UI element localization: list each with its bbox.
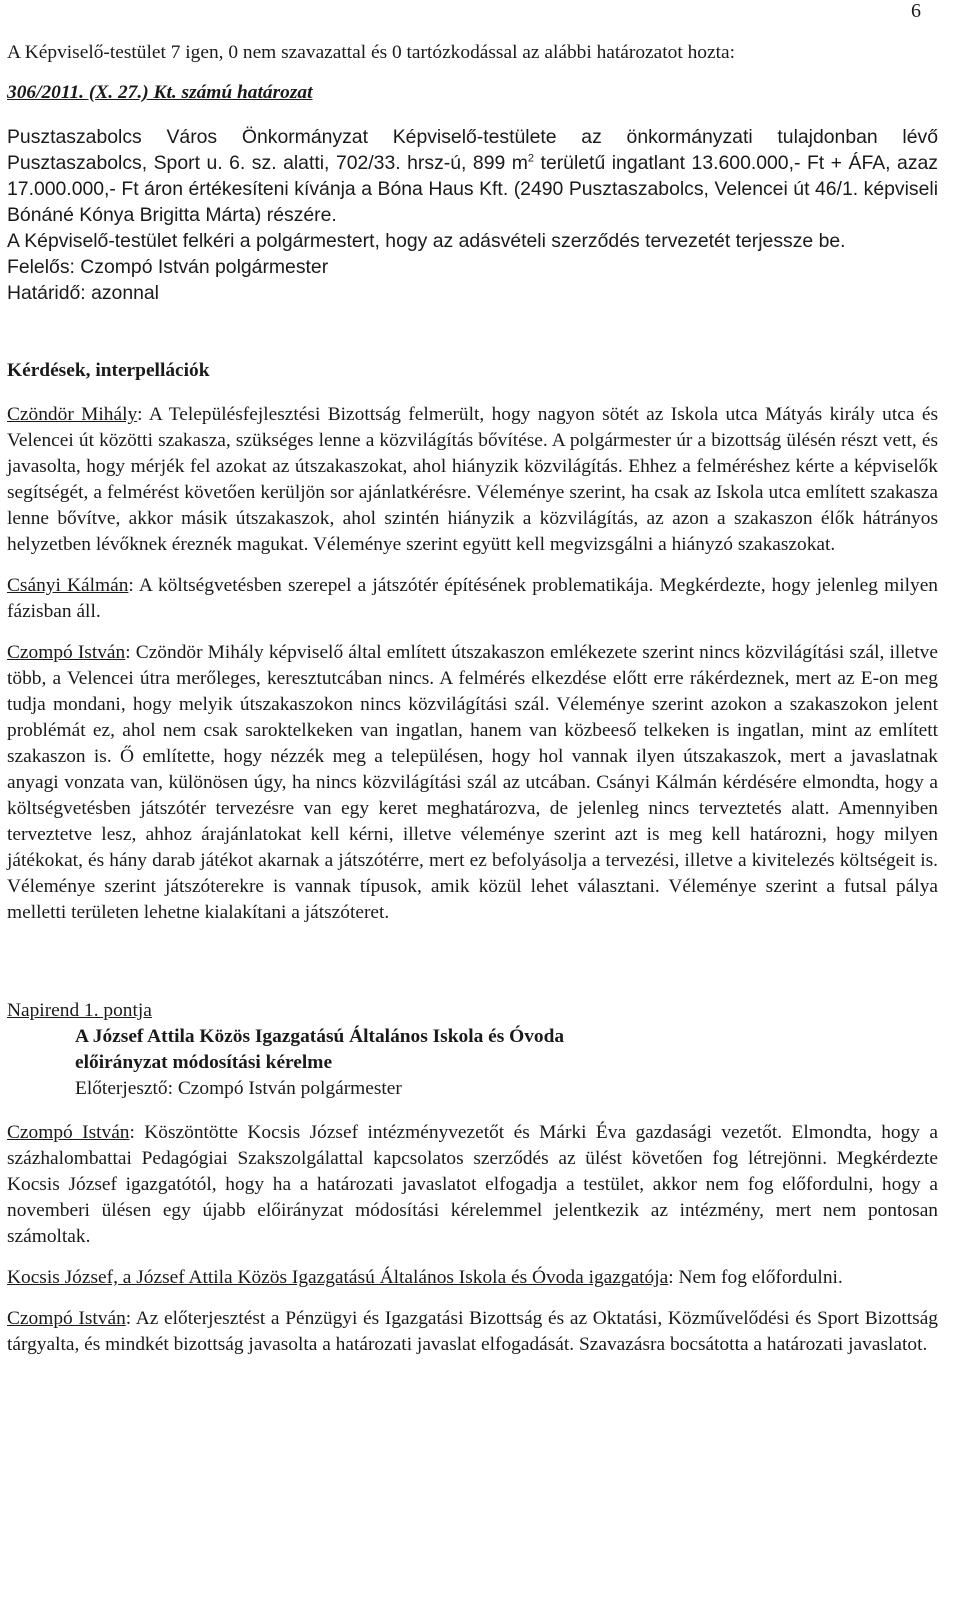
document-body <box>7 40 938 1358</box>
vote-intro: A Képviselő-testület 7 igen, 0 nem szavazattal és 0 tartózkodással az alábbi határozatot hozta: <box>7 42 735 63</box>
speaker-name: Csányi Kálmán <box>7 575 129 596</box>
agenda-title-block <box>7 1024 938 1102</box>
agenda-item: Kocsis József, a József Attila Közös Igazgatású Általános Iskola és Óvoda igazgatója: Nem fog előfordulni. <box>7 1267 843 1288</box>
resolution-responsible: Felelős: Czompó István polgármester <box>7 256 329 278</box>
speaker-name: Czompó István <box>7 1308 126 1329</box>
resolution-text-1: Pusztaszabolcs Város Önkormányzat Képviselő-testülete az önkormányzati tulajdonban lévő Pusztaszabolcs, Sport u. 6. sz. alatti, 702/33. hrsz-ú, 899 m <box>7 126 938 174</box>
speaker-name: Czompó István <box>7 1122 130 1143</box>
questions-heading: Kérdések, interpellációk <box>7 360 210 381</box>
agenda-presenter: Előterjesztő: Czompó István polgármester <box>75 1078 402 1099</box>
agenda-label: Napirend 1. pontja <box>7 1000 152 1021</box>
agenda-title-2: előirányzat módosítási kérelme <box>75 1052 333 1073</box>
question-item: Czöndör Mihály: A Településfejlesztési Bizottság felmerült, hogy nagyon sötét az Iskola utca Mátyás király utca és Velencei út közötti szakasza, szükséges lenne a közvilágítás bővítése. A polgármester úr a bizottság ülésén részt vett, és javasolta, hogy mérjék fel azokat az útszakaszokat, ahol hiányzik közvilágítás. Ehhez a felméréshez kérte a képviselők segítségét, a felmérést követően kerüljön sor ajánlatkérésre. Véleménye szerint, ha csak az Iskola utca említett szakasza lenne bővítve, akkor másik útszakaszok, ahol szintén hiányzik a közvilágítás, az azon a szakaszon élők hátrányos helyzetben lévőknek éreznék magukat. Véleménye szerint együtt kell megvizsgálni a hiányzó szakaszokat. <box>7 404 938 555</box>
speaker-text: A Településfejlesztési Bizottság felmerült, hogy nagyon sötét az Iskola utca Mátyás király utca és Velencei út közötti szakasza, szükséges lenne a közvilágítás bővítése. A polgármester úr a bizottság ülésén részt vett, és javasolta, hogy mérjék fel azokat az útszakaszokat, ahol hiányzik közvilágítás. Ehhez a felméréshez kérte a képviselők segítségét, a felmérést követően kerüljön sor ajánlatkérésre. Véleménye szerint, ha csak az Iskola utca említett szakasza lenne bővítve, akkor másik útszakaszok, ahol szintén hiányzik a közvilágítás, az azon a szakaszon élők hátrányos helyzetben lévőknek éreznék magukat. Véleménye szerint együtt kell megvizsgálni a hiányzó szakaszokat. <box>7 404 938 555</box>
agenda-item: Czompó István: Köszöntötte Kocsis József intézményvezetőt és Márki Éva gazdasági vezetőt. Elmondta, hogy a százhalombattai Pedagógiai Szakszolgálattal kapcsolatos szerződés az ülést követően fog létrejönni. Megkérdezte Kocsis József igazgatótól, hogy ha a határozati javaslatot elfogadja a testület, akkor nem fog előfordulni, hogy a novemberi ülésen egy újabb előirányzat módosítási kérelemmel jelentkezik az intézmény, mert nem pontosan számoltak. <box>7 1122 938 1247</box>
resolution-text <box>7 124 938 228</box>
resolution-deadline: Határidő: azonnal <box>7 282 159 304</box>
agenda-title-1: A József Attila Közös Igazgatású Általános Iskola és Óvoda <box>75 1026 565 1047</box>
superscript: 2 <box>527 152 535 165</box>
speaker-name: Czöndör Mihály <box>7 404 138 425</box>
speaker-text: A költségvetésben szerepel a játszótér építésének problematikája. Megkérdezte, hogy jelenleg milyen fázisban áll. <box>7 575 938 622</box>
speaker-name: Kocsis József, a József Attila Közös Igazgatású Általános Iskola és Óvoda igazgatója <box>7 1267 669 1288</box>
resolution-title: 306/2011. (X. 27.) Kt. számú határozat <box>7 82 313 103</box>
speaker-text: Köszöntötte Kocsis József intézményvezetőt és Márki Éva gazdasági vezetőt. Elmondta, hogy a százhalombattai Pedagógiai Szakszolgálattal kapcsolatos szerződés az ülést követően fog létrejönni. Megkérdezte Kocsis József igazgatótól, hogy ha a határozati javaslatot elfogadja a testület, akkor nem fog előfordulni, hogy a novemberi ülésen egy újabb előirányzat módosítási kérelemmel jelentkezik az intézmény, mert nem pontosan számoltak. <box>7 1122 938 1247</box>
question-item: Czompó István: Czöndör Mihály képviselő által említett útszakaszon emlékezete szerint nincs közvilágítási szál, illetve több, a Velencei útra merőleges, keresztutcában nincs. A felmérés elkezdése előtt erre rákérdeznek, mert az E-on meg tudja mondani, hogy melyik útszakaszokon nincs közvilágítási szál. Véleménye szerint azokon a szakaszokon jelent problémát ez, ahol nem csak saroktelkeken van ingatlan, hanem van közbeeső telkeken is ingatlan, mint az említett szakaszon is. Ő említette, hogy nézzék meg a településen, hogy hol vannak ilyen útszakaszok, mert a javaslatnak anyagi vonzata van, különösen úgy, ha nincs közvilágítási szál az utcában. Csányi Kálmán kérdésére elmondta, hogy a költségvetésben játszótér tervezésre van egy keret meghatározva, de jelenleg nincs terveztetés alatt. Amennyiben terveztetve lesz, ahhoz árajánlatokat kell kérni, illetve véleménye szerint azt is meg kell határozni, hogy milyen játékokat, és hány darab játékot akarnak a játszótérre, mert ez befolyásolja a tervezési, illetve a kivitelezés költségeit is. Véleménye szerint játszóterekre is vannak típusok, amik közül lehet választani. Véleménye szerint a futsal pálya melletti területen lehetne kialakítani a játszóteret. <box>7 642 938 923</box>
resolution-request: A Képviselő-testület felkéri a polgármestert, hogy az adásvételi szerződés tervezetét terjessze be. <box>7 230 846 252</box>
page-number: 6 <box>911 0 921 22</box>
speaker-text: Nem fog előfordulni. <box>678 1267 843 1288</box>
speaker-text: Czöndör Mihály képviselő által említett útszakaszon emlékezete szerint nincs közvilágítási szál, illetve több, a Velencei útra merőleges, keresztutcában nincs. A felmérés elkezdése előtt erre rákérdeznek, mert az E-on meg tudja mondani, hogy melyik útszakaszokon nincs közvilágítási szál. Véleménye szerint azokon a szakaszokon jelent problémát ez, ahol nem csak saroktelkeken van ingatlan, hanem van közbeeső telkeken is ingatlan, mint az említett szakaszon is. Ő említette, hogy nézzék meg a településen, hogy hol vannak ilyen útszakaszok, mert a javaslatnak anyagi vonzata van, különösen úgy, ha nincs közvilágítási szál az utcában. Csányi Kálmán kérdésére elmondta, hogy a költségvetésben játszótér tervezésre van egy keret meghatározva, de jelenleg nincs terveztetés alatt. Amennyiben terveztetve lesz, ahhoz árajánlatokat kell kérni, illetve véleménye szerint azt is meg kell határozni, hogy milyen játékokat, és hány darab játékot akarnak a játszótérre, mert ez befolyásolja a tervezési, illetve a kivitelezés költségeit is. Véleménye szerint játszóterekre is vannak típusok, amik közül lehet választani. Véleménye szerint a futsal pálya melletti területen lehetne kialakítani a játszóteret. <box>7 642 938 923</box>
agenda-item: Czompó István: Az előterjesztést a Pénzügyi és Igazgatási Bizottság és az Oktatási, Közművelődési és Sport Bizottság tárgyalta, és mindkét bizottság javasolta a határozati javaslat elfogadását. Szavazásra bocsátotta a határozati javaslatot. <box>7 1308 938 1355</box>
speaker-name: Czompó István <box>7 642 126 663</box>
question-item: Csányi Kálmán: A költségvetésben szerepel a játszótér építésének problematikája. Megkérdezte, hogy jelenleg milyen fázisban áll. <box>7 575 938 622</box>
resolution-text-2: területű ingatlant 13.600.000,- Ft + ÁFA, azaz 17.000.000,- Ft áron értékesíteni kívánja a Bóna Haus Kft. (2490 Pusztaszabolcs, Velencei út 46/1. képviseli Bónáné Kónya Brigitta Márta) részére. <box>7 152 938 226</box>
resolution-block <box>7 124 938 306</box>
speaker-text: Az előterjesztést a Pénzügyi és Igazgatási Bizottság és az Oktatási, Közművelődési és Sport Bizottság tárgyalta, és mindkét bizottság javasolta a határozati javaslat elfogadását. Szavazásra bocsátotta a határozati javaslatot. <box>7 1308 938 1355</box>
